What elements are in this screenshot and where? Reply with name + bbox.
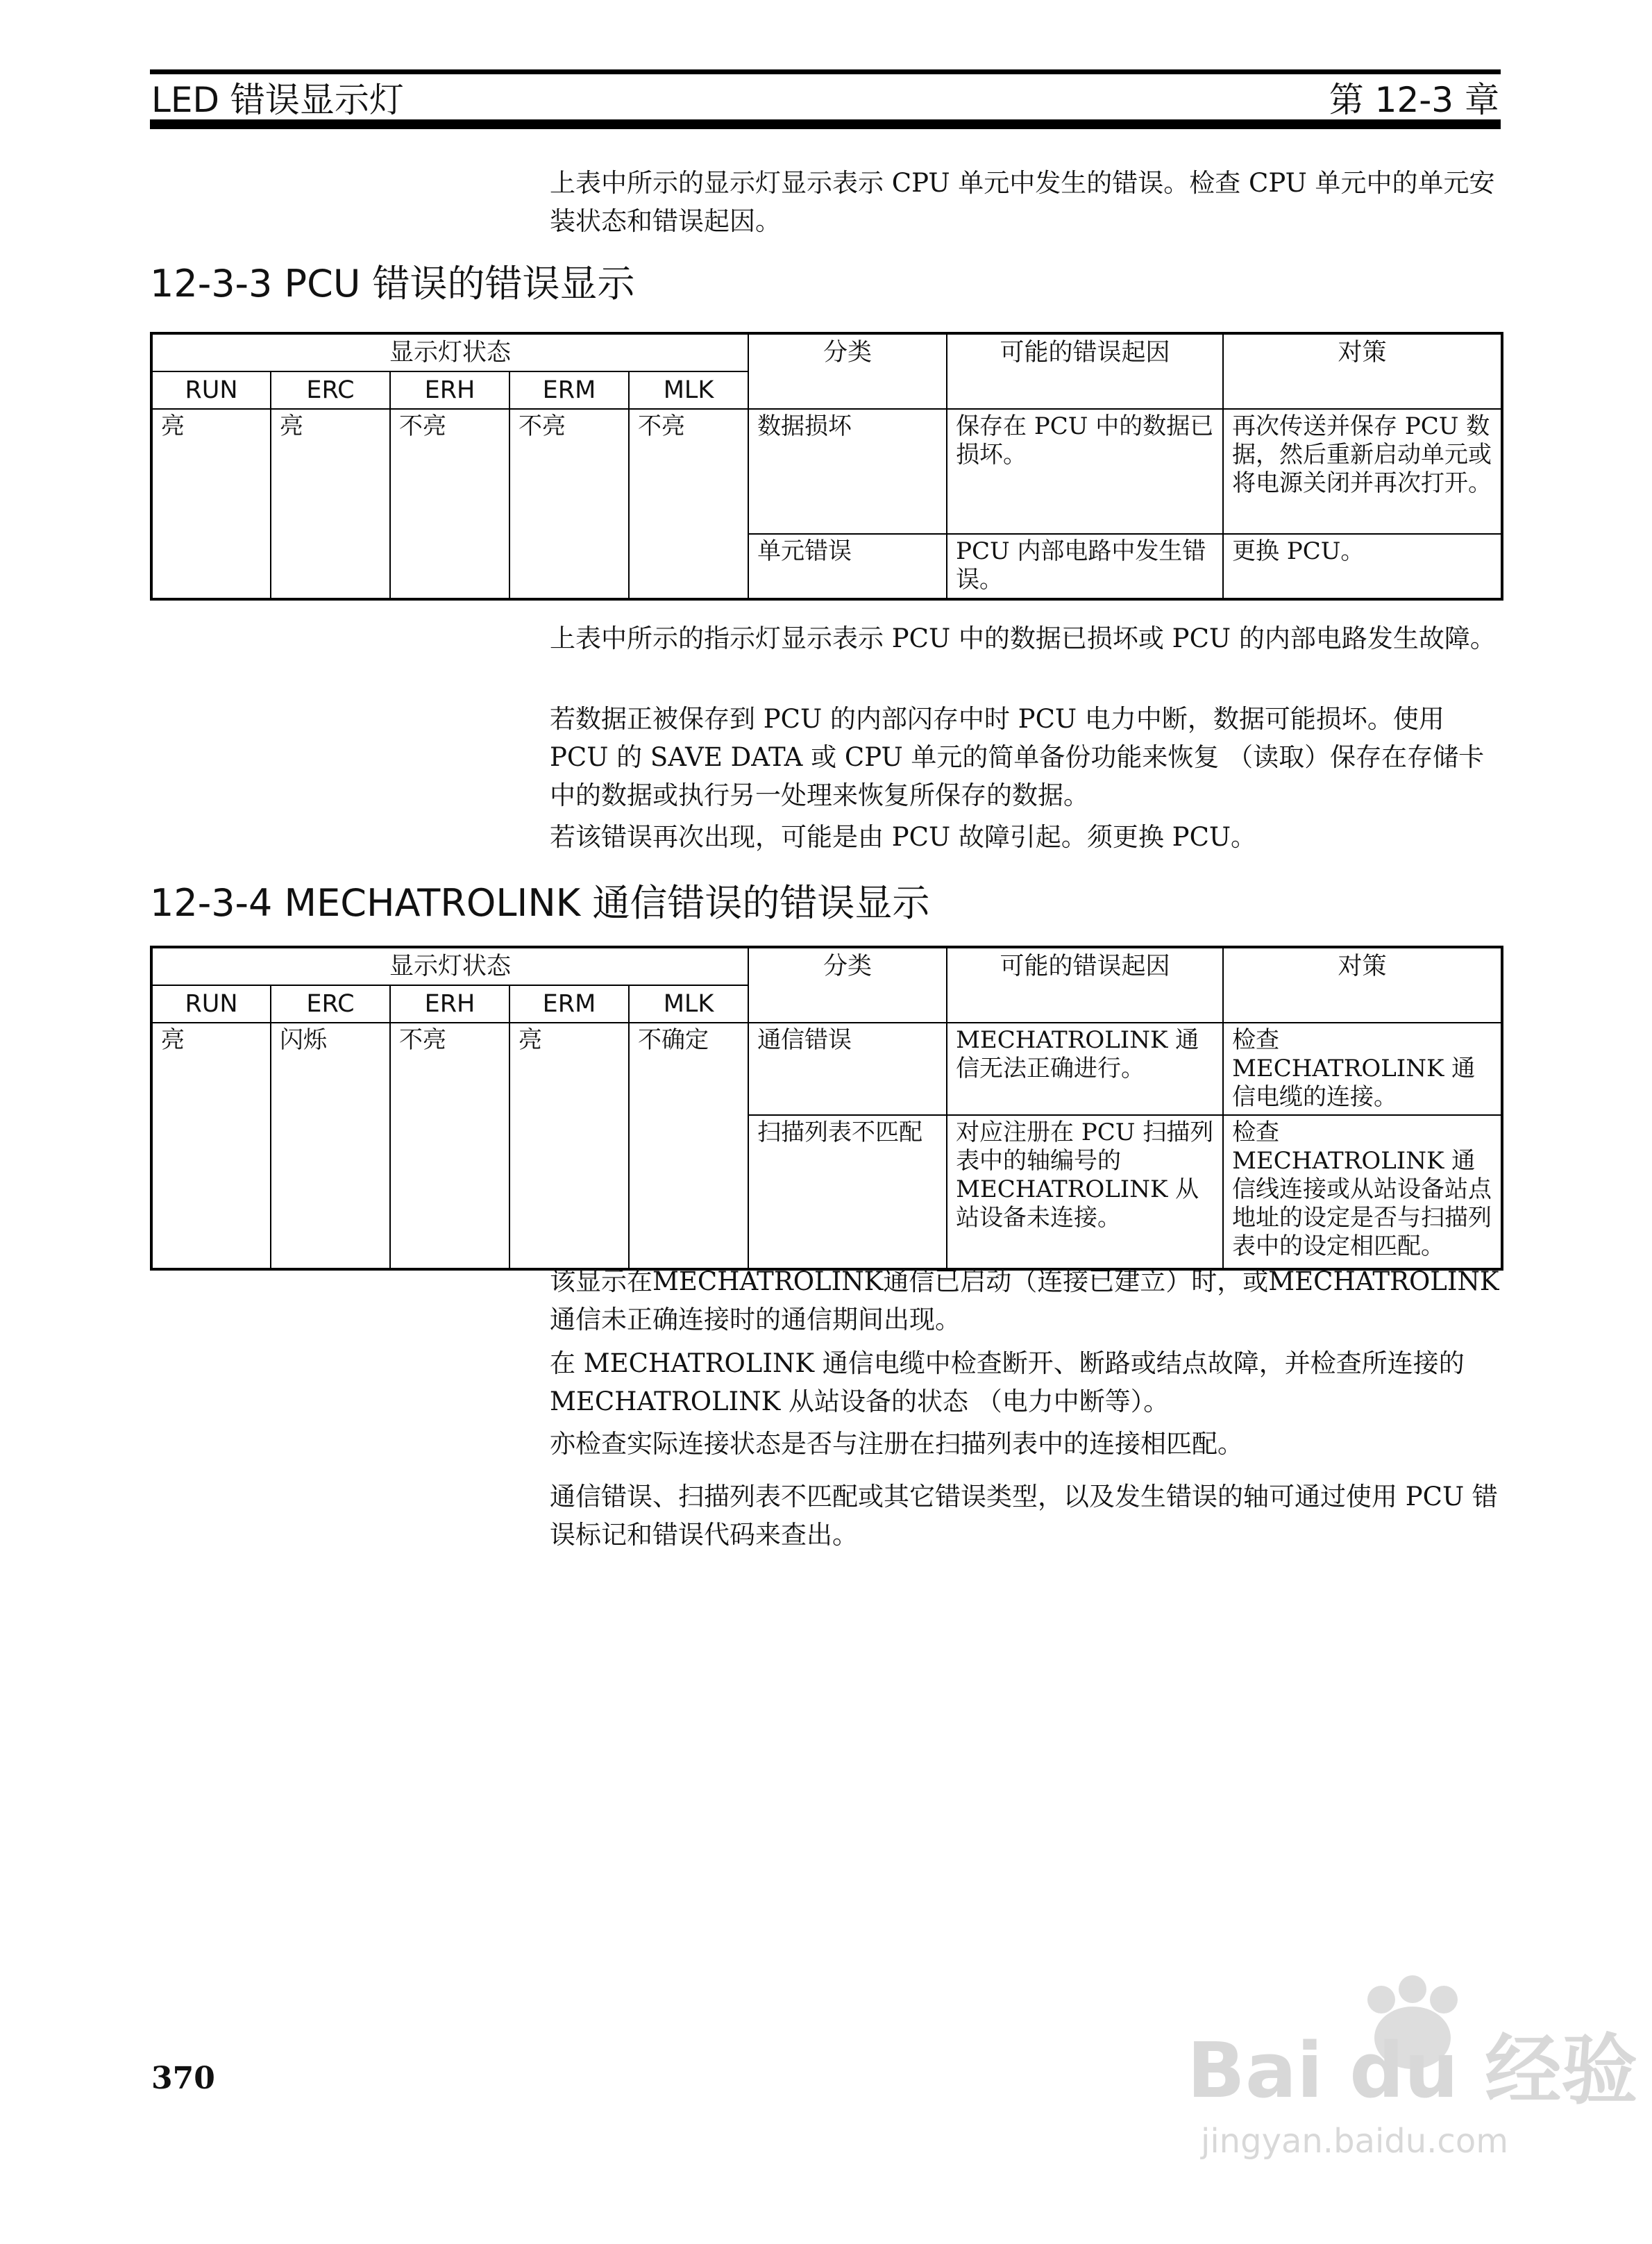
row-category: 通信错误 [748,1023,947,1115]
header-led-status: 显示灯状态 [151,947,748,985]
row-category: 扫描列表不匹配 [748,1115,947,1269]
pcu-paragraph-2: 若数据正被保存到 PCU 的内部闪存中时 PCU 电力中断，数据可能损坏。使用 PCU 的 SAVE DATA 或 CPU 单元的简单备份功能来恢复 （读取）保存在存储卡中的数据或执行另一处理来恢复所保存的数据。 [550,704,1485,810]
state-mlk: 不确定 [629,1023,748,1269]
header-led-run: RUN [151,371,271,409]
header-led-run: RUN [151,985,271,1023]
row-cause: MECHATROLINK 通信无法正确进行。 [947,1023,1223,1115]
header-measure: 对策 [1223,333,1502,409]
section-title-pcu: 12-3-3 PCU 错误的错误显示 [150,262,635,305]
state-erc: 闪烁 [271,1023,390,1269]
mech-paragraph-3: 亦检查实际连接状态是否与注册在扫描列表中的连接相匹配。 [550,1429,1243,1459]
state-mlk: 不亮 [629,409,748,599]
header-category: 分类 [748,333,947,409]
watermark-brand: Bai du 经验 [1187,2026,1638,2115]
header-led-erm: ERM [509,985,629,1023]
state-run: 亮 [151,1023,271,1269]
state-erh: 不亮 [390,409,509,599]
state-erh: 不亮 [390,1023,509,1269]
header-cause: 可能的错误起因 [947,947,1223,1023]
header-chapter: 第 12-3 章 [1329,79,1499,120]
header-led-mlk: MLK [629,985,748,1023]
header-led-erm: ERM [509,371,629,409]
baidu-watermark [1173,1972,1638,2166]
row-cause: 对应注册在 PCU 扫描列表中的轴编号的 MECHATROLINK 从站设备未连接。 [947,1115,1223,1269]
state-erm: 不亮 [509,409,629,599]
state-erm: 亮 [509,1023,629,1269]
row-measure: 检查 MECHATROLINK 通信电缆的连接。 [1223,1023,1502,1115]
state-run: 亮 [151,409,271,599]
header-measure: 对策 [1223,947,1502,1023]
mech-paragraph-4: 通信错误、扫描列表不匹配或其它错误类型，以及发生错误的轴可通过使用 PCU 错误标记和错误代码来查出。 [550,1482,1498,1550]
row-category: 数据损坏 [748,409,947,534]
row-cause: PCU 内部电路中发生错误。 [947,534,1223,599]
pcu-paragraph-3: 若该错误再次出现，可能是由 PCU 故障引起。须更换 PCU。 [550,822,1257,852]
header-led-erc: ERC [271,985,390,1023]
row-measure: 更换 PCU。 [1223,534,1502,599]
pcu-paragraph-1: 上表中所示的指示灯显示表示 PCU 中的数据已损坏或 PCU 的内部电路发生故障。 [550,623,1496,653]
header-led-mlk: MLK [629,371,748,409]
watermark-url: jingyan.baidu.com [1201,2122,1508,2161]
header-led-erh: ERH [390,371,509,409]
state-erc: 亮 [271,409,390,599]
header-category: 分类 [748,947,947,1023]
intro-paragraph: 上表中所示的显示灯显示表示 CPU 单元中发生的错误。检查 CPU 单元中的单元安装状态和错误起因。 [550,168,1495,236]
header-led-erh: ERH [390,985,509,1023]
header-led-status: 显示灯状态 [151,333,748,371]
header-cause: 可能的错误起因 [947,333,1223,409]
section-title-mechatrolink: 12-3-4 MECHATROLINK 通信错误的错误显示 [150,881,930,925]
row-category: 单元错误 [748,534,947,599]
row-measure: 检查 MECHATROLINK 通信线连接或从站设备站点地址的设定是否与扫描列表中的设定相匹配。 [1223,1115,1502,1269]
row-cause: 保存在 PCU 中的数据已损坏。 [947,409,1223,534]
pcu-error-table [150,332,1503,601]
header-section-title: LED 错误显示灯 [151,79,404,120]
page-number: 370 [151,2061,215,2096]
mechatrolink-error-table [150,946,1503,1271]
paw-logo-icon [1173,1972,1638,2166]
page-header [150,69,1501,129]
mech-paragraph-1: 该显示在MECHATROLINK通信已启动（连接已建立）时，或MECHATROLINK通信未正确连接时的通信期间出现。 [550,1266,1499,1334]
mech-paragraph-2: 在 MECHATROLINK 通信电缆中检查断开、断路或结点故障，并检查所连接的 MECHATROLINK 从站设备的状态 （电力中断等）。 [550,1348,1465,1416]
header-led-erc: ERC [271,371,390,409]
row-measure: 再次传送并保存 PCU 数据，然后重新启动单元或将电源关闭并再次打开。 [1223,409,1502,534]
